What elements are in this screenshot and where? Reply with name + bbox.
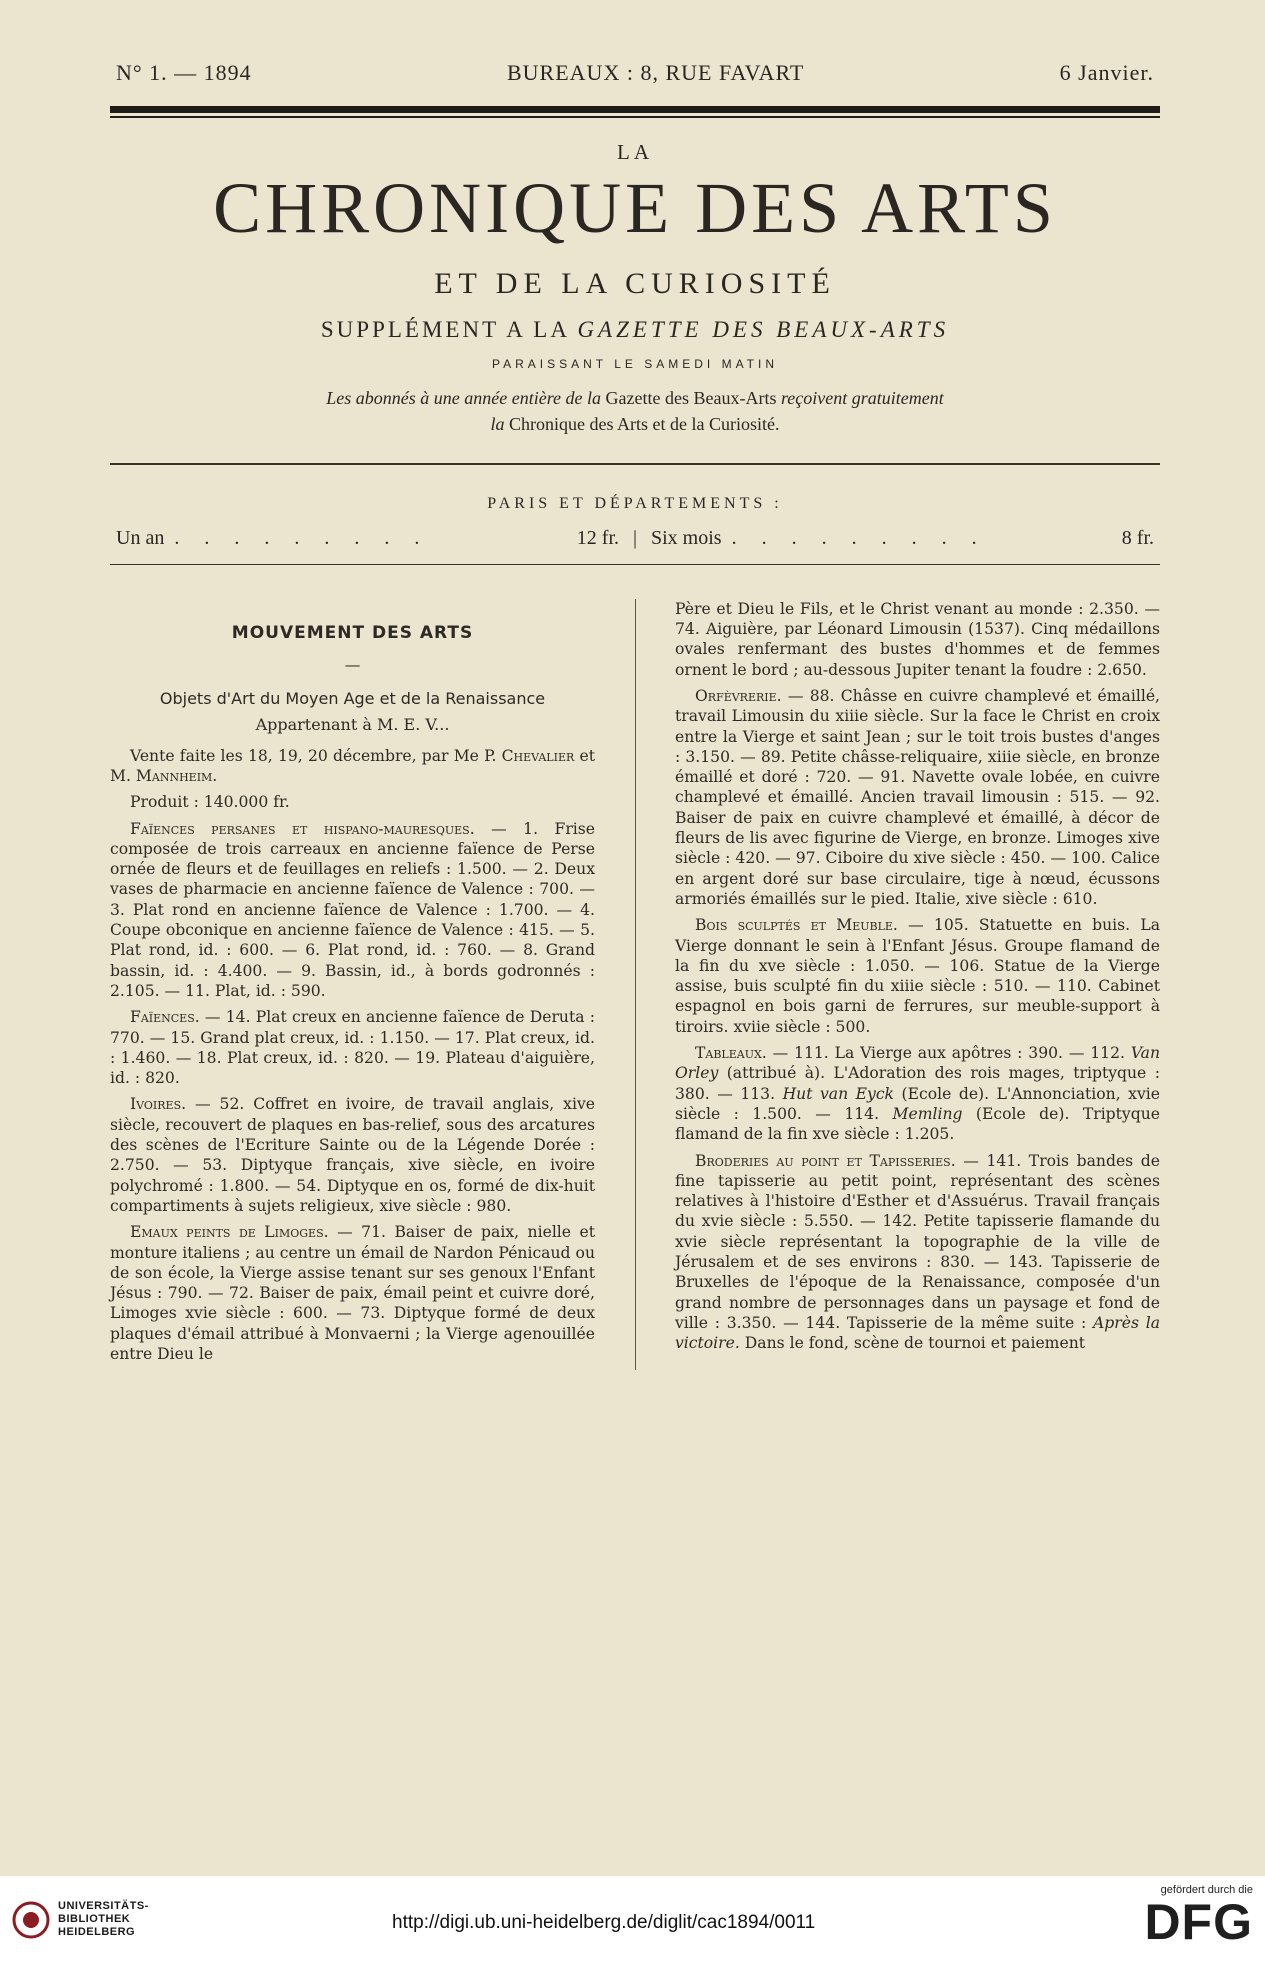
digitization-footer (0, 1876, 1265, 1967)
paragraph-faiences (110, 1007, 595, 1088)
publication-schedule: PARAISSANT LE SAMEDI MATIN (491, 356, 779, 371)
paragraph-continuation: Père et Dieu le Fils, et le Christ venant au monde : 2.350. — 74. Aiguière, par Léonard Limousin (1537). Cinq médaillons ovales renfermant des bustes d'hommes et de femmes ornent le bord ; au-dessous Jupiter tenant la foudre : 2.650. (675, 599, 1160, 679)
price-year-label: Un an (116, 526, 165, 549)
heading-tableaux: Tableaux. (695, 1044, 767, 1063)
heading-orfevrerie: Orfèvrerie. (695, 686, 782, 705)
subscriber-notice-b: Gazette des Beaux-Arts (605, 387, 777, 408)
tapestry-title: Après la victoire. (675, 1313, 1160, 1353)
price-half-value: 8 fr. (1121, 526, 1154, 549)
masthead-rule-thick (110, 106, 1160, 113)
library-name-2: BIBLIOTHEK (58, 1913, 131, 1925)
price-half (645, 527, 1160, 550)
supplement-prefix: SUPPLÉMENT A LA (320, 316, 569, 342)
title-article: LA (617, 140, 653, 164)
price-half-dots: . . . . . . . . . (731, 526, 987, 549)
library-logo (12, 1900, 149, 1939)
paragraph-bois (675, 915, 1160, 1037)
library-name-3: HEIDELBERG (58, 1926, 136, 1938)
body-emaux: — 71. Baiser de paix, nielle et monture italiens ; au centre un émail de Nardon Pénicaud ou de son école, la Vierge assise tenant sur ses genoux l'Enfant Jésus : 790. — 72. Baiser de paix, émail peint et cuivre doré, Limoges xvie siècle : 600. — 73. Diptyque formé de deux plaques d'émail attribué à Monvaerni ; la Vierge agenouillée entre Dieu le (110, 1223, 596, 1363)
issue-date: 6 Janvier. (1059, 60, 1154, 85)
heading-emaux: Emaux peints de Limoges. (130, 1223, 329, 1242)
funder-logo (1144, 1884, 1253, 1948)
tableaux-c: (attribué à). L'Adoration des rois mages, triptyque : 380. — 113. (675, 1064, 1160, 1103)
heading-ivoires: Ivoires. (130, 1095, 187, 1114)
subscriber-notice-a: Les abonnés à une année entière de la (326, 387, 602, 408)
funding-note: gefördert durch die (1160, 1884, 1253, 1896)
library-name (58, 1900, 149, 1939)
funder-wordmark: DFG (1144, 1894, 1253, 1950)
paragraph-tableaux (675, 1043, 1160, 1144)
collection-owner: Appartenant à M. E. V... (255, 715, 450, 735)
source-url[interactable]: http://digi.ub.uni-heidelberg.de/diglit/cac1894/0011 (392, 1912, 816, 1933)
sale-info-c: et M. (110, 746, 595, 785)
section-title: MOUVEMENT DES ARTS (231, 622, 474, 643)
artist-van-eyck: Hut van Eyck (782, 1084, 895, 1103)
subscriber-notice-c: reçoivent gratuitement (780, 387, 944, 408)
heading-broderies: Broderies au point et Tapisseries. (695, 1151, 956, 1170)
price-year-value: 12 fr. (576, 526, 619, 549)
office-address: BUREAUX : 8, RUE FAVART (507, 60, 805, 85)
paragraph-orfevrerie (675, 686, 1160, 909)
broderies-c: Dans le fond, scène de tournoi et paiement (744, 1334, 1086, 1353)
masthead-top-line (110, 60, 1160, 86)
tableaux-g: (Ecole de). Triptyque flamand de la fin xve siècle : 1.205. (675, 1104, 1160, 1144)
price-year (110, 527, 625, 550)
body-orfevrerie: — 88. Châsse en cuivre champlevé et émaillé, travail Limousin du xiiie siècle. Sur la face le Christ en croix entre la Vierge et saint Jean ; sur le toit trois bustes d'anges : 3.150. — 89. Petite châsse-reliquaire, xiiie siècle, en bronze émaillé et doré : 720. — 91. Navette ovale lobée, en cuivre champlevé et émaillé. Ancien travail limousin : 515. — 92. Baiser de paix en cuivre champlevé et émaillé, à décor de fleurs de lis avec figurine de Vierge, en bronze. Limoges xive siècle : 420. — 97. Ciboire du xive siècle : 450. — 100. Calice en argent doré sur base circulaire, tige à nœud, écussons armoriés émaillés sur le pied. Italie, xive siècle : 610. (675, 686, 1160, 908)
sale-info-a: Vente faite les 18, 19, 20 décembre, par Me P. (130, 746, 497, 765)
body-ivoires: — 52. Coffret en ivoire, de travail anglais, xive siècle, recouvert de plaques en bas-relief, sous des arcatures des scènes de l'Ecriture Sainte ou de la Légende Dorée : 2.750. — 53. Diptyque français, xive siècle, en ivoire polychromé : 1.800. — 54. Diptyque en os, formé de dix-huit compartiments à sujets religieux, xive siècle : 980. (110, 1095, 595, 1215)
auctioneer-name: Chevalier (501, 746, 575, 765)
page-content (110, 60, 1160, 1370)
broderies-a: — 141. Trois bandes de fine tapisserie au petit point, représentant des scènes relatives à l'histoire d'Esther et d'Assuérus. Travail français du xvie siècle : 5.550. — 142. Petite tapisserie flamande du xvie siècle représentant la topographie de la ville de Jérusalem et de ses environs : 830. — 143. Tapisserie de Bruxelles de l'époque de la Renaissance, composée d'un grand nombre de personnages dans un paysage et fond de ville : 3.350. — 144. Tapisserie de la même suite : (675, 1151, 1160, 1332)
supplement-journal: GAZETTE DES BEAUX-ARTS (577, 316, 950, 342)
library-name-1: UNIVERSITÄTS- (58, 1900, 149, 1912)
paragraph-faiences-persanes (110, 819, 595, 1002)
body-faiences: — 14. Plat creux en ancienne faïence de Deruta : 770. — 15. Grand plat creux, id. : 1.150. — 17. Plat creux, id. : 1.460. — 18. Plat creux, id. : 820. — 19. Plateau d'aiguière, id. : 820. (110, 1008, 595, 1088)
pricing-heading: PARIS ET DÉPARTEMENTS : (487, 494, 783, 512)
paragraph-emaux (110, 1222, 595, 1364)
left-column (110, 599, 595, 1371)
price-separator: | (632, 526, 637, 549)
masthead-rule-thin (110, 116, 1160, 118)
price-half-label: Six mois (651, 526, 722, 549)
pricing-rule (110, 564, 1160, 565)
expert-name: Mannheim. (135, 766, 218, 785)
divider-rule (110, 463, 1160, 465)
tableaux-a: — 111. La Vierge aux apôtres : 390. — 112. (772, 1044, 1125, 1063)
subscriber-notice (110, 385, 1160, 437)
page-subtitle: ET DE LA CURIOSITÉ (434, 266, 836, 300)
column-divider (635, 599, 636, 1371)
price-year-dots: . . . . . . . . . (174, 526, 430, 549)
sale-proceeds: Produit : 140.000 fr. (130, 793, 290, 812)
sale-info (110, 746, 595, 787)
artist-memling: Memling (892, 1104, 963, 1123)
heading-faiences-persanes: Faïences persanes et hispano-mauresques. (130, 819, 475, 838)
paragraph-ivoires (110, 1094, 595, 1216)
article-columns (110, 599, 1160, 1371)
library-seal-icon (12, 1901, 50, 1939)
tableaux-e: (Ecole de). L'Annonciation, xvie siècle : 1.500. — 114. (675, 1084, 1160, 1123)
issue-number: N° 1. — 1894 (116, 60, 252, 85)
heading-faiences: Faïences. (130, 1008, 200, 1027)
heading-bois: Bois sculptés et Meuble. (695, 916, 898, 935)
subscriber-notice-e: Chronique des Arts et de la Curiosité. (509, 413, 780, 434)
body-bois: — 105. Statuette en buis. La Vierge donnant le sein à l'Enfant Jésus. Groupe flamand de la fin du xve siècle : 1.050. — 106. Statue de la Vierge assise, buis sculpté fin du xiiie siècle : 510. — 110. Cabinet espagnol en bois garni de ferrures, sur meuble-support à tiroirs. xviie siècle : 500. (675, 916, 1160, 1036)
paragraph-broderies (675, 1151, 1160, 1354)
page-title: CHRONIQUE DES ARTS (213, 168, 1057, 248)
artist-van-orley: Van Orley (675, 1044, 1160, 1083)
body-faiences-persanes: — 1. Frise composée de trois carreaux en ancienne faïence de Perse ornée de fleurs et de feuillages en reliefs : 1.500. — 2. Deux vases de pharmacie en ancienne faïence de Valence : 700. — 3. Plat rond en ancienne faïence de Valence : 1.700. — 4. Coupe obconique en ancienne faïence de Valence : 415. — 5. Plat rond, id. : 600. — 6. Plat rond, id. : 760. — 8. Grand bassin, id. : 4.400. — 9. Bassin, id., à bords godronnés : 2.105. — 11. Plat, id. : 590. (110, 819, 595, 1000)
supplement-line (110, 317, 1160, 343)
subscriber-notice-d: la (490, 413, 505, 434)
right-column (675, 599, 1160, 1371)
section-dash: — (344, 656, 361, 675)
subsection-title: Objets d'Art du Moyen Age et de la Renaissance (159, 689, 546, 709)
pricing-row (110, 527, 1160, 550)
